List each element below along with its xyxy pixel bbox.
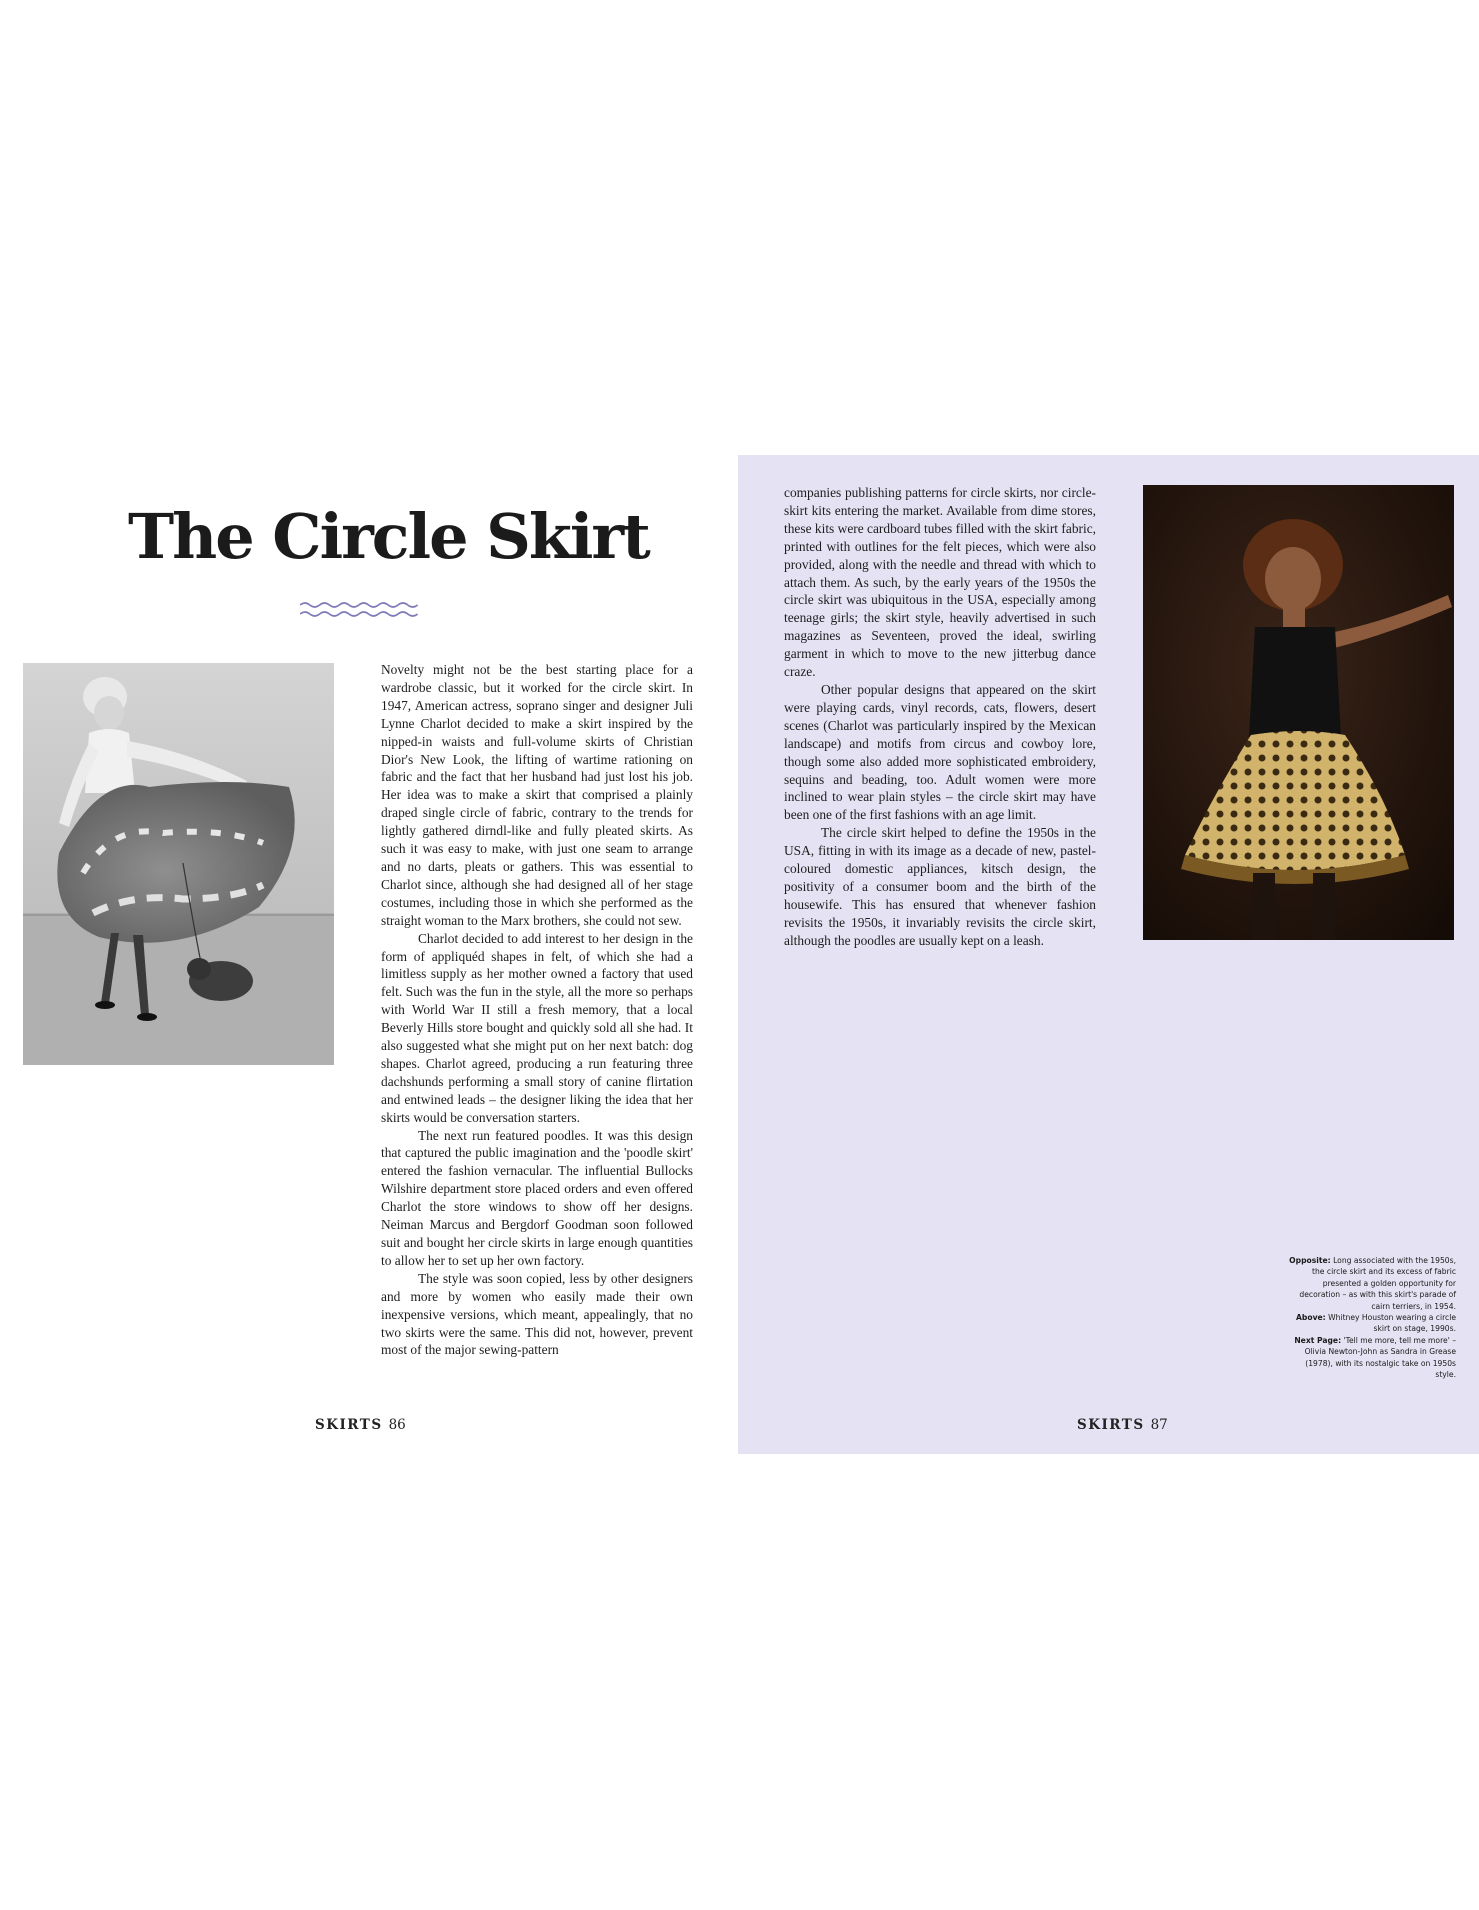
page-footer-right: [1077, 1417, 1168, 1433]
page-footer-left: [315, 1417, 406, 1433]
caption-item: [1285, 1255, 1456, 1312]
caption-label: Opposite:: [1289, 1256, 1331, 1265]
section-label: SKIRTS: [315, 1417, 383, 1433]
paragraph: The circle skirt helped to define the 1950s in the USA, fitting in with its image as a decade of new, pastel-coloured domestic appliances, kitsch design, the positivity of a consumer boom and the birth of the housewife. This has ensured that whenever fashion revisits the 1950s, it invariably revisits the circle skirt, although the poodles are usually kept on a leash.: [784, 825, 1096, 948]
right-text-column: [784, 484, 1096, 950]
caption-label: Next Page:: [1294, 1335, 1342, 1345]
caption-text: Long associated with the 1950s, the circle skirt and its excess of fabric presented a golden opportunity for decoration – as with this skirt's parade of cairn terriers, in 1954.: [1299, 1256, 1456, 1311]
photo-woman-circle-skirt: [23, 663, 334, 1065]
page-number: 87: [1150, 1417, 1168, 1433]
wave-ornament-icon: [300, 600, 418, 622]
section-label: SKIRTS: [1077, 1417, 1145, 1433]
paragraph: Other popular designs that appeared on the skirt were playing cards, vinyl records, cats, flowers, desert scenes (Charlot was particularly inspired by the Mexican landscape) and motifs from circus and cowboy lore, though some also added more sophisticated embroidery, sequins and beading, too. Adult women were more inclined to wear plain styles – the circle skirt may have been one of the first fashions with an age limit.: [784, 681, 1096, 823]
paragraph: The next run featured poodles. It was this design that captured the public imagination and the 'poodle skirt' entered the fashion vernacular. The influential Bullocks Wilshire department store placed orders and even offered Charlot the store windows to show off her designs. Neiman Marcus and Bergdorf Goodman soon followed suit and bought her circle skirts in large enough quantities to allow her to set up her own factory.: [381, 1127, 693, 1268]
photo-singer-on-stage: [1143, 485, 1454, 940]
paragraph: Charlot decided to add interest to her design in the form of appliquéd shapes in felt, of which she had a limitless supply as her mother owned a factory that used felt. Such was the fun in the style, all the more so perhaps with World War II still a fresh memory, that a local Beverly Hills store bought and quickly sold all she had. It also suggested what she might put on her next batch: dog shapes. Charlot agreed, producing a run featuring three dachshunds performing a small story of canine flirtation and entwined leads – the designer liking the idea that her skirts would be conversation starters.: [381, 930, 693, 1125]
caption-text: 'Tell me more, tell me more' – Olivia Newton-John as Sandra in Grease (1978), with its nostalgic take on 1950s style.: [1304, 1335, 1456, 1380]
paragraph: Novelty might not be the best starting place for a wardrobe classic, but it worked for the circle skirt. In 1947, American actress, soprano singer and designer Juli Lynne Charlot decided to make a skirt inspired by the nipped-in waists and full-volume skirts of Christian Dior's New Look, the lifting of wartime rationing on fabric and the fact that her husband had just lost his job. Her idea was to make a skirt that comprised a plainly draped single circle of fabric, contrary to the trends for lightly gathered dirndl-like and fully pleated skirts. As such it was easy to make, with just one seam to arrange and no darts, pleats or gathers. This was essential to Charlot since, although she had designed all of her stage costumes, including those in which she performed as the straight woman to the Marx brothers, she could not sew.: [381, 662, 693, 928]
left-text-column: [381, 661, 693, 1359]
photo-caption: [1285, 1255, 1456, 1380]
page-number: 86: [388, 1417, 406, 1433]
caption-label: Above:: [1296, 1313, 1326, 1323]
caption-text: Whitney Houston wearing a circle skirt on stage, 1990s.: [1325, 1313, 1456, 1334]
caption-item: [1285, 1312, 1456, 1335]
caption-item: [1285, 1335, 1456, 1381]
page-title: The Circle Skirt: [128, 500, 649, 573]
paragraph: The style was soon copied, less by other designers and more by women who easily made their own inexpensive versions, which meant, appealingly, that no two skirts were the same. This did not, however, prevent most of the major sewing-pattern: [381, 1270, 693, 1358]
paragraph: companies publishing patterns for circle skirts, nor circle-skirt kits entering the market. Available from dime stores, these kits were cardboard tubes filled with the skirt fabric, printed with outlines for the felt pieces, which were also provided, along with the needle and thread with which to attach them. As such, by the early years of the 1950s the circle skirt was ubiquitous in the USA, especially among teenage girls; the skirt style, heavily advertised in such magazines as Seventeen, proved the ideal, swirling garment in which to move to the new jitterbug dance craze.: [784, 485, 1096, 680]
